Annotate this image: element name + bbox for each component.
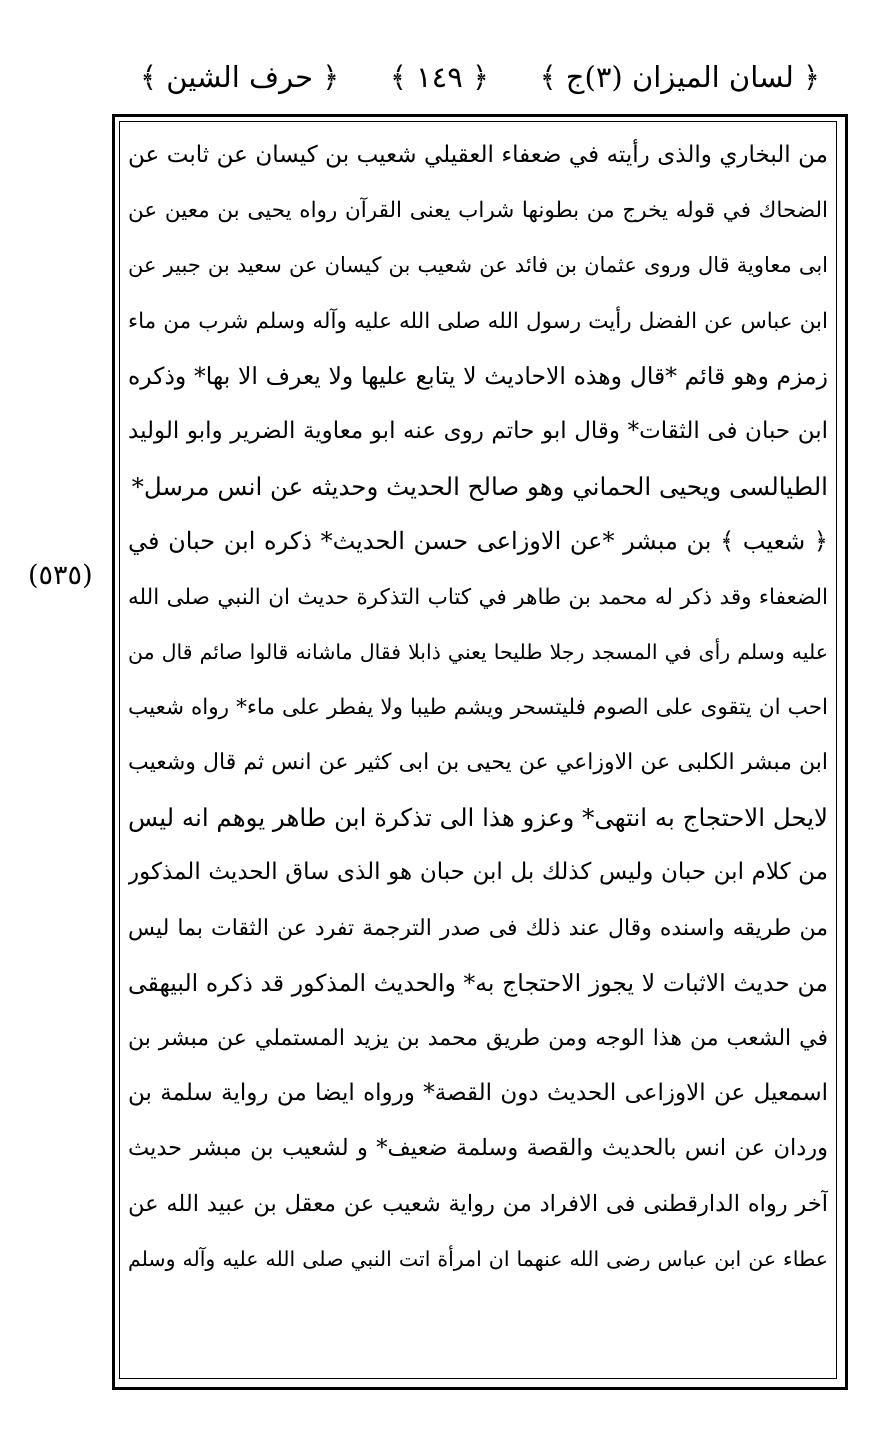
text-line: عطاء عن ابن عباس رضى الله عنهما ان امرأة اتت النبي صلى الله عليه وآله وسلم xyxy=(128,1246,828,1271)
text-line: ابن عباس عن الفضل رأيت رسول الله صلى الله عليه وآله وسلم شرب من ماء xyxy=(128,308,828,334)
body-text xyxy=(128,128,828,1287)
text-line: ابى معاوية قال وروى عثمان بن فائد عن شعيب بن كيسان عن سعيد بن جبير عن xyxy=(128,253,828,278)
text-line: ﴿ شعيب ﴾ بن مبشر *عن الاوزاعى حسن الحديث* ذكره ابن حبان في xyxy=(128,527,828,556)
book-title: ﴿ لسان الميزان (٣)ج ﴾ xyxy=(539,60,820,94)
text-line: اسمعيل عن الاوزاعى الحديث دون القصة* ورواه ايضا من رواية سلمة بن xyxy=(128,1080,828,1107)
text-line: احب ان يتقوى على الصوم فليتسحر ويشم طيبا ولا يفطر على ماء* رواه شعيب xyxy=(128,694,828,720)
text-line: زمزم وهو قائم *قال وهذه الاحاديث لا يتابع عليها ولا يعرف الا بها* وذكره xyxy=(128,361,828,390)
text-line: من حديث الاثبات لا يجوز الاحتجاج به* والحديث المذكور قد ذكره البيهقى xyxy=(128,968,828,997)
text-line: من كلام ابن حبان وليس كذلك بل ابن حبان هو الذى ساق الحديث المذكور xyxy=(128,859,828,886)
text-line: ابن حبان فى الثقات* وقال ابو حاتم روى عنه ابو معاوية الضرير وابو الوليد xyxy=(128,417,828,444)
text-line: آخر رواه الدارقطنى فى الافراد من رواية شعيب عن معقل بن عبيد الله عن xyxy=(128,1190,828,1217)
text-line: الطيالسى ويحيى الحماني وهو صالح الحديث وحديثه عن انس مرسل* xyxy=(131,472,828,502)
page-header xyxy=(140,52,820,102)
text-line: في الشعب من هذا الوجه ومن طريق محمد بن يزيد المستملي عن مبشر بن xyxy=(128,1026,828,1051)
text-line: الضعفاء وقد ذكر له محمد بن طاهر في كتاب التذكرة حديث ان النبي صلى الله xyxy=(128,584,828,610)
text-line: من البخاري والذى رأيته في ضعفاء العقيلي شعيب بن كيسان عن ثابت عن xyxy=(128,142,828,168)
section-title: ﴿ حرف الشين ﴾ xyxy=(140,60,340,94)
text-line: الضحاك في قوله يخرج من بطونها شراب يعنى القرآن رواه يحيى بن معين عن xyxy=(128,198,828,224)
text-line: من طريقه واسنده وقال عند ذلك فى صدر الترجمة تفرد عن الثقات بما ليس xyxy=(128,915,828,941)
entry-number: (٥٣٥) xyxy=(28,560,93,591)
text-line: ابن مبشر الكلبى عن الاوزاعي عن يحيى بن ابى كثير عن انس ثم قال وشعيب xyxy=(128,750,828,776)
page-number: ﴿ ١٤٩ ﴾ xyxy=(389,60,489,94)
text-line: وردان عن انس بالحديث والقصة وسلمة ضعيف* و لشعيب بن مبشر حديث xyxy=(128,1135,828,1162)
text-line: عليه وسلم رأى في المسجد رجلا طليحا يعني ذابلا فقال ماشانه قالوا صائم قال من xyxy=(128,639,828,664)
text-line: لايحل الاحتجاج به انتهى* وعزو هذا الى تذكرة ابن طاهر يوهم انه ليس xyxy=(128,803,828,833)
